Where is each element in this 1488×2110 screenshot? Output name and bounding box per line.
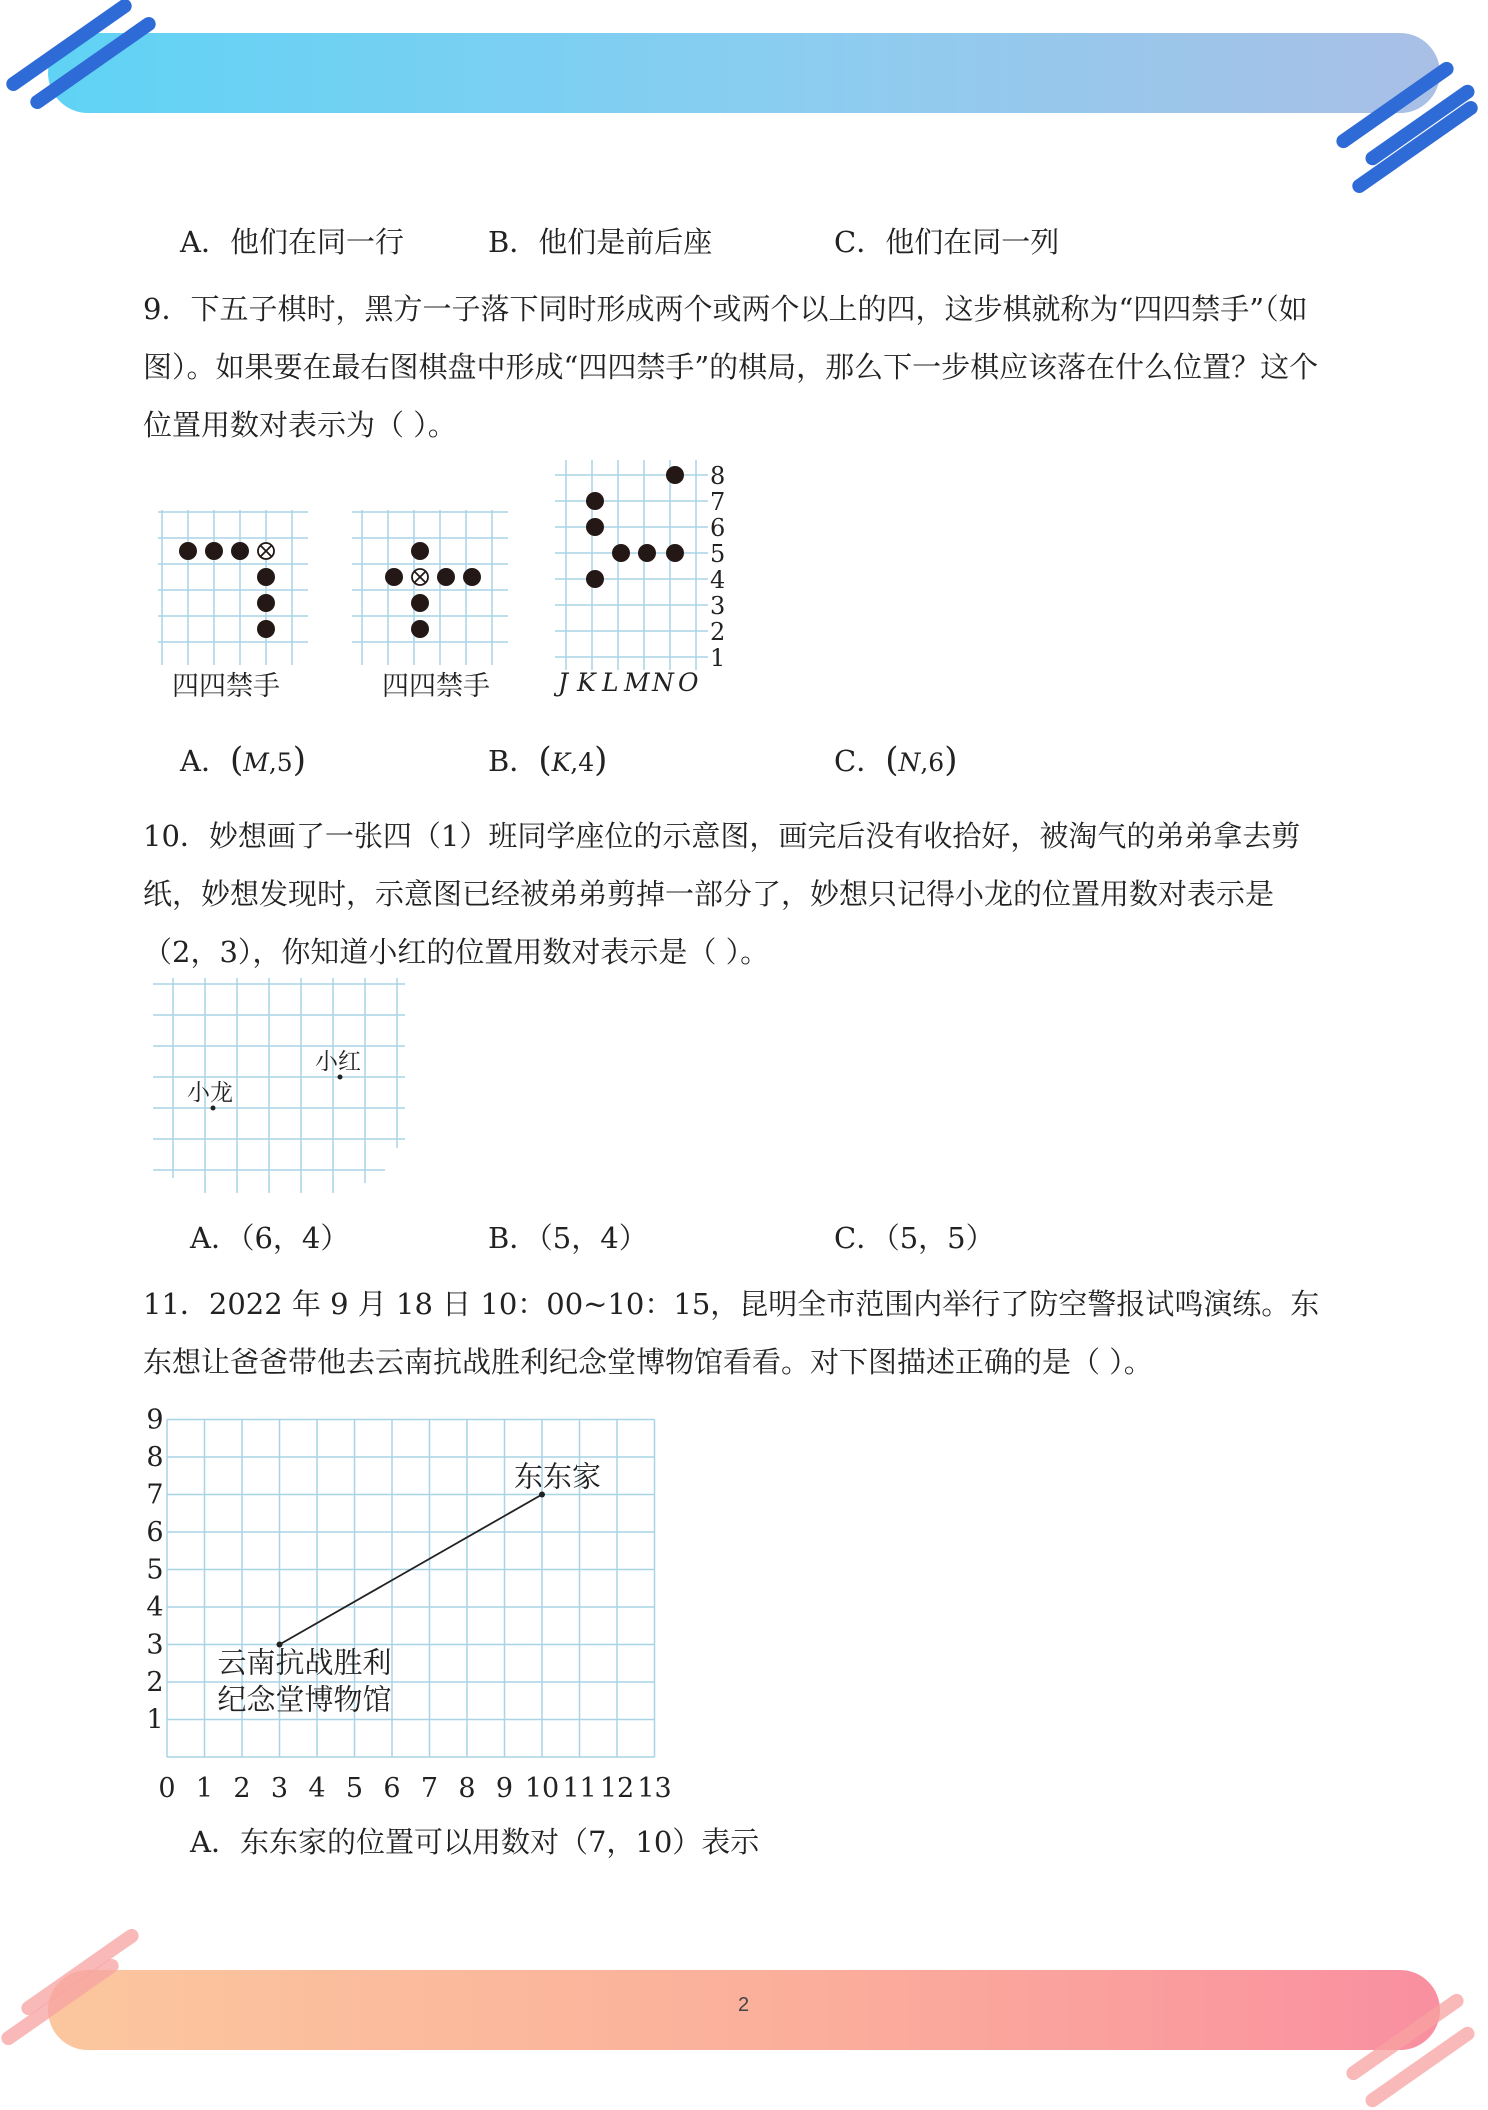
black-stone: [257, 620, 275, 638]
q9-option-b: B．(K,4): [488, 740, 608, 780]
col-label: O: [678, 668, 699, 697]
col-label: J: [558, 668, 569, 697]
row-label: 2: [710, 618, 726, 646]
x-tick-label: 0: [158, 1773, 176, 1804]
option-x: N: [898, 748, 921, 777]
y-tick-label: 4: [146, 1592, 164, 1623]
col-label: L: [602, 668, 619, 697]
header-banner: [48, 33, 1440, 113]
y-tick-label: 8: [146, 1442, 164, 1473]
board-2-caption: 四四禁手: [382, 671, 490, 702]
option-y: 5: [276, 748, 293, 777]
option-letter: C．: [834, 744, 886, 778]
black-stone: [437, 568, 455, 586]
q10-question: 10．妙想画了一张四（1）班同学座位的示意图，画完后没有收拾好，被淘气的弟弟拿去剪纸，妙想发现时，示意图已经被弟弟剪掉一部分了，妙想只记得小龙的位置用数对表示是（2，3），你知道小红的位置用数对表示是（ ）。: [143, 819, 1301, 969]
q9-option-a: A．(M,5): [180, 740, 306, 780]
q11-coordinate-map: [140, 1395, 700, 1805]
x-tick-label: 2: [233, 1773, 251, 1804]
row-label: 5: [710, 540, 726, 568]
black-stone: [666, 466, 684, 484]
option-letter: B．: [488, 744, 539, 778]
board-1-caption: 四四禁手: [172, 671, 280, 702]
q10-seat-grid: [145, 978, 415, 1204]
black-stone: [179, 542, 197, 560]
q10-option-c: C．（5，5）: [834, 1221, 995, 1255]
black-stone: [231, 542, 249, 560]
forbidden-point-icon: [412, 569, 428, 585]
option-x: M: [243, 748, 269, 777]
col-label: K: [577, 668, 596, 697]
q10-option-a: A．（6，4）: [190, 1221, 350, 1255]
gomoku-board-1: [158, 510, 308, 665]
museum-label-line1: 云南抗战胜利: [217, 1645, 392, 1680]
row-label: 4: [710, 566, 726, 594]
black-stone: [257, 568, 275, 586]
q8-option-b: B．他们是前后座: [488, 225, 713, 259]
y-tick-label: 5: [146, 1554, 164, 1586]
black-stone: [638, 544, 656, 562]
col-label: N: [652, 668, 674, 697]
q8-option-a: A．他们在同一行: [180, 225, 404, 259]
black-stone: [385, 568, 403, 586]
black-stone: [257, 594, 275, 612]
black-stone: [612, 544, 630, 562]
black-stone: [586, 518, 604, 536]
black-stone: [666, 544, 684, 562]
col-label: M: [624, 668, 650, 697]
q11-question: 11．2022 年 9 月 18 日 10：00~10：15，昆明全市范围内举行了防空警报试鸣演练。东东想让爸爸带他去云南抗战胜利纪念堂博物馆看看。对下图描述正确的是（ ）。: [143, 1287, 1320, 1379]
black-stone: [586, 492, 604, 510]
black-stone: [411, 620, 429, 638]
x-tick-label: 9: [495, 1773, 514, 1804]
y-tick-label: 6: [146, 1517, 164, 1548]
q9-option-c: C．(N,6): [834, 740, 958, 780]
q10-option-b: B．（5，4）: [488, 1221, 648, 1255]
x-tick-label: 7: [420, 1773, 439, 1804]
gomoku-board-2: [352, 510, 508, 665]
x-tick-label: 13: [637, 1773, 672, 1804]
y-tick-label: 2: [146, 1667, 164, 1698]
row-label: 3: [710, 592, 726, 620]
row-label: 8: [710, 462, 726, 490]
black-stone: [411, 594, 429, 612]
x-tick-label: 11: [562, 1773, 597, 1804]
page-number: 2: [738, 1994, 750, 2016]
row-label: 7: [710, 488, 726, 516]
x-tick-label: 5: [345, 1773, 364, 1804]
y-tick-label: 9: [146, 1404, 164, 1436]
black-stone: [205, 542, 223, 560]
q9-figure: [140, 455, 740, 715]
black-stone: [411, 542, 429, 560]
y-tick-label: 3: [146, 1629, 164, 1661]
x-tick-label: 6: [383, 1773, 401, 1804]
xiaolong-label: 小龙: [187, 1080, 233, 1106]
x-tick-label: 1: [195, 1773, 214, 1804]
dongdong-home-label: 东东家: [514, 1459, 602, 1494]
x-tick-label: 10: [524, 1773, 560, 1804]
gomoku-board-3: [555, 460, 708, 670]
museum-label-line2: 纪念堂博物馆: [217, 1682, 392, 1717]
y-tick-label: 7: [146, 1479, 164, 1511]
option-y: 4: [578, 748, 595, 777]
x-tick-label: 8: [458, 1773, 476, 1804]
q11-option-a: A．东东家的位置可以用数对（7，10）表示: [190, 1825, 760, 1859]
y-tick-label: 1: [146, 1704, 164, 1736]
xiaohong-label: 小红: [315, 1049, 361, 1075]
q8-option-c: C．他们在同一列: [834, 225, 1060, 259]
row-label: 1: [710, 644, 726, 672]
xiaohong-point: [338, 1075, 343, 1080]
x-tick-label: 4: [308, 1773, 326, 1804]
black-stone: [463, 568, 481, 586]
row-label: 6: [710, 514, 726, 542]
option-y: 6: [928, 748, 945, 777]
x-tick-label: 12: [599, 1773, 635, 1804]
forbidden-point-icon: [258, 543, 274, 559]
x-tick-label: 3: [270, 1773, 289, 1804]
q9-question: 9．下五子棋时，黑方一子落下同时形成两个或两个以上的四，这步棋就称为“四四禁手”（如图）。如果要在最右图棋盘中形成“四四禁手”的棋局，那么下一步棋应该落在什么位置？这个位置用数对表示为（ ）。: [143, 292, 1319, 442]
xiaolong-point: [211, 1106, 216, 1111]
black-stone: [586, 570, 604, 588]
option-x: K: [551, 748, 571, 777]
option-letter: A．: [180, 744, 230, 778]
